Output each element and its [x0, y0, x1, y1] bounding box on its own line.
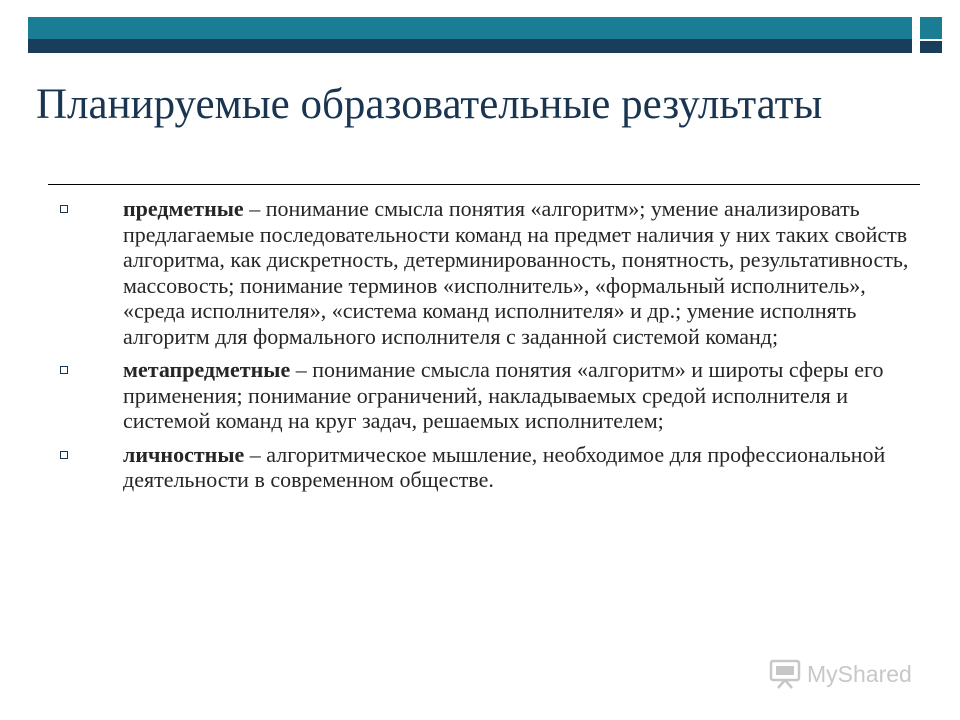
item-text: – алгоритмическое мышление, необходимое для профессиональной деятельности в современном обществе.: [123, 441, 886, 492]
item-term: личностные: [123, 441, 245, 467]
header-bar-navy: [28, 39, 912, 53]
watermark-text: MyShared: [807, 660, 912, 687]
list-item: [60, 196, 910, 349]
square-bullet-icon: [60, 366, 68, 374]
presentation-icon: [768, 658, 802, 690]
watermark-logo: [768, 657, 912, 691]
title-divider: [48, 184, 920, 185]
item-term: предметные: [123, 196, 244, 221]
header-bar-teal: [28, 17, 912, 39]
outcomes-list: [60, 196, 910, 493]
list-item: [60, 357, 910, 434]
slide-title: Планируемые образовательные результаты: [36, 81, 823, 128]
item-term: метапредметные: [123, 357, 291, 382]
corner-square-teal: [920, 17, 942, 39]
item-text: – понимание смысла понятия «алгоритм» и широты сферы его применения; понимание ограничений, накладываемых средой исполнителя и системой команд на круг задач, решаемых исполнителем;: [123, 357, 884, 433]
square-bullet-icon: [60, 451, 68, 459]
corner-square-navy: [920, 41, 942, 53]
list-item: [60, 442, 910, 493]
item-text: – понимание смысла понятия «алгоритм»; умение анализировать предлагаемые последовательности команд на предмет наличия у них таких свойств алгоритма, как дискретность, детерминированность, понятность, результативность, массовость; понимание терминов «исполнитель», «формальный исполнитель», «среда исполнителя», «система команд исполнителя» и др.; умение исполнять алгоритм для формального исполнителя с заданной системой команд;: [123, 196, 909, 349]
square-bullet-icon: [60, 205, 68, 213]
